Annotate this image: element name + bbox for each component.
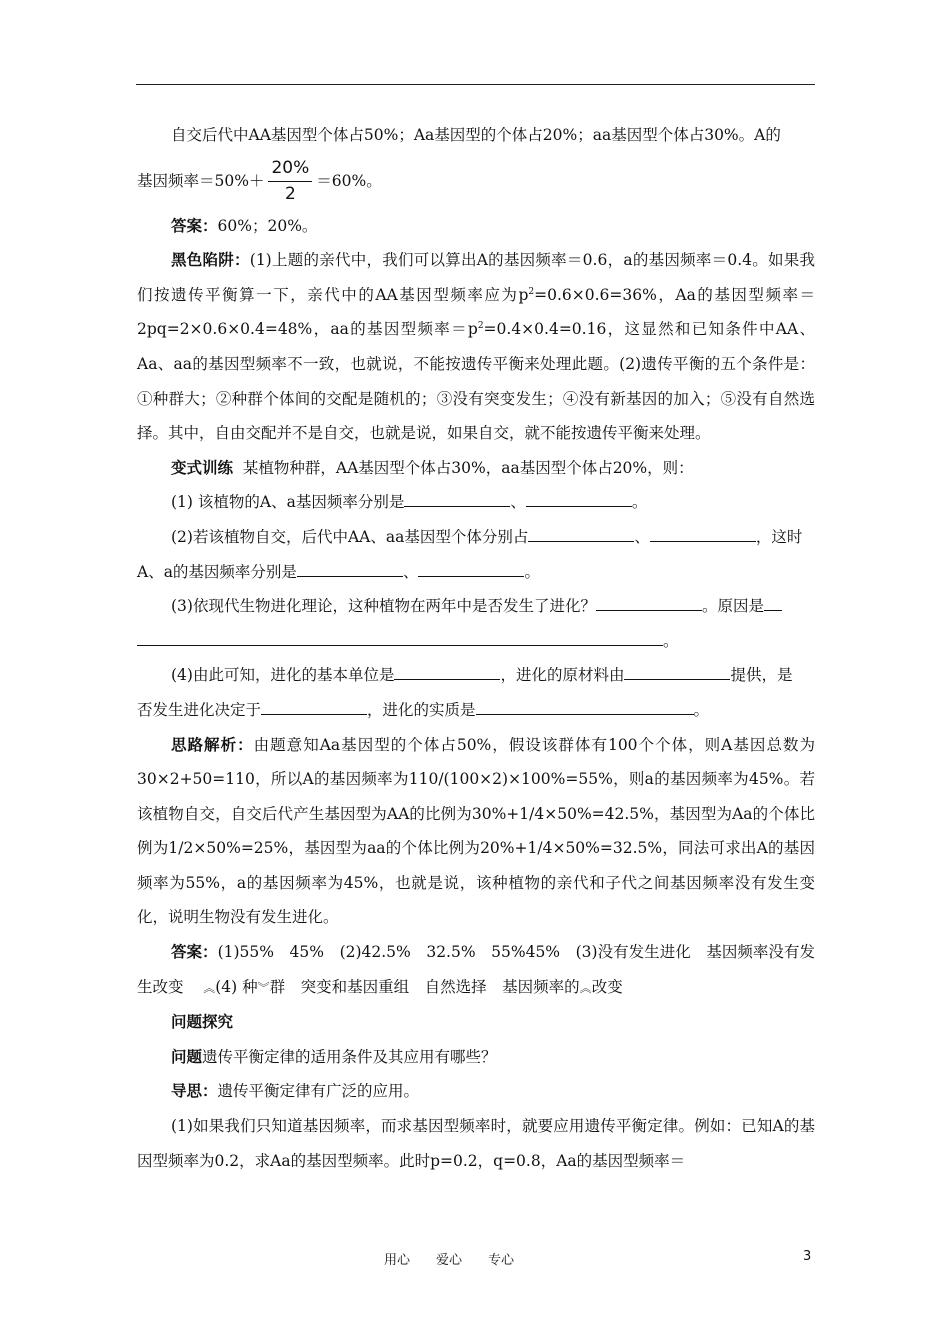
- blank-field[interactable]: [526, 488, 632, 507]
- blank-field[interactable]: [476, 696, 694, 715]
- blank-field[interactable]: [624, 661, 730, 680]
- blank-field[interactable]: [394, 661, 500, 680]
- page-body: [137, 118, 815, 1178]
- ornament-icon: ︾: [257, 980, 270, 995]
- answer-2: 答案：(1)55% 45% (2)42.5% 32.5% 55%45% (3)没有发生进化 基因频率没有发生改变 ︽(4) 种︾群 突变和基因重组 自然选择 基因频率的︽改变: [137, 943, 815, 996]
- question-1: (1) 该植物的A、a基因频率分别是 、 。: [137, 485, 815, 520]
- blank-field[interactable]: [650, 523, 756, 542]
- blank-field[interactable]: [528, 523, 634, 542]
- ornament-icon: ︽: [203, 980, 216, 995]
- question-3: (3)依现代生物进化理论，这种植物在两年中是否发生了进化？ 。原因是 。: [137, 589, 815, 658]
- question-2: (2)若该植物自交，后代中AA、aa基因型个体分别占 、 ，这时 A、a的基因频率分别是 、 。: [137, 520, 815, 589]
- question-4: (4)由此可知，进化的基本单位是 ，进化的原材料由 提供，是 否发生进化决定于 ，进化的实质是 。: [137, 658, 815, 727]
- ornament-icon: ︽: [579, 980, 592, 995]
- blank-field[interactable]: [596, 592, 702, 611]
- blank-field[interactable]: [261, 696, 367, 715]
- fraction: $\frac{20\%}{2}$: [268, 160, 312, 203]
- answer-1: 答案：60%；20%。: [171, 216, 318, 235]
- solution-analysis: 思路解析：由题意知Aa基因型的个体占50%，假设该群体有100个个体，则A基因总数为30×2+50=110，所以A的基因频率为110/(100×2)×100%=55%，则a的基因频率为45%。若该植物自交，自交后代产生基因型为AA的比例为30%+1/4×50%=42.5%，基因型为Aa的个体比例为1/2×50%=25%，基因型为aa的个体比例为20%+1/4×50%=32.5%，同法可求出A的基因频率为55%，a的基因频率为45%，也就是说，该种植物的亲代和子代之间基因频率没有发生变化，说明生物没有发生进化。: [137, 735, 815, 927]
- blank-field[interactable]: [418, 558, 524, 577]
- header-rule: [136, 84, 815, 85]
- question-statement: 问题遗传平衡定律的适用条件及其应用有哪些？: [171, 1047, 497, 1066]
- blank-field[interactable]: [137, 627, 663, 646]
- paragraph-genotype-ratio: 自交后代中AA基因型个体占50%；Aa基因型的个体占20%；aa基因型个体占30%。A的: [171, 126, 781, 144]
- section-title: 问题探究: [171, 1013, 234, 1032]
- footer-motto: 用心 爱心 专心: [384, 1253, 515, 1268]
- blank-field[interactable]: [404, 488, 510, 507]
- blank-field[interactable]: [764, 592, 782, 611]
- guide-paragraph: 导思：遗传平衡定律有广泛的应用。: [171, 1082, 420, 1101]
- page-number: 3: [803, 1249, 812, 1264]
- black-trap-paragraph: 黑色陷阱：(1)上题的亲代中，我们可以算出A的基因频率＝0.6，a的基因频率＝0.4。如果我们按遗传平衡算一下，亲代中的AA基因型频率应为$p^2=0.6\times 0.6=36\%$，Aa的基因型频率＝2pq=2×0.6×0.4=48%，aa的基因型频率$=p^2=0.4\times 0.4=0.16$，这显然和已知条件中AA、Aa、aa的基因型频率不一致，也就说，不能按遗传平衡来处理此题。(2)遗传平衡的五个条件是：①种群大；②种群个体间的交配是随机的；③没有突变发生；④没有新基因的加入；⑤没有自然选择。其中，自由交配并不是自交，也就是说，如果自交，就不能按遗传平衡来处理。: [137, 251, 816, 443]
- blank-field[interactable]: [297, 558, 403, 577]
- paragraph-gene-frequency: 基因频率＝50%＋ $\frac{20\%}{2}$ ＝60%。: [137, 158, 382, 205]
- application-paragraph: (1)如果我们只知道基因频率，而求基因型频率时，就要应用遗传平衡定律。例如：已知A的基因型频率为0.2，求Aa的基因型频率。此时p=0.2，q=0.8，Aa的基因型频率＝: [137, 1117, 815, 1170]
- variant-training: 变式训练 某植物种群，AA基因型个体占30%，aa基因型个体占20%，则：: [171, 458, 694, 477]
